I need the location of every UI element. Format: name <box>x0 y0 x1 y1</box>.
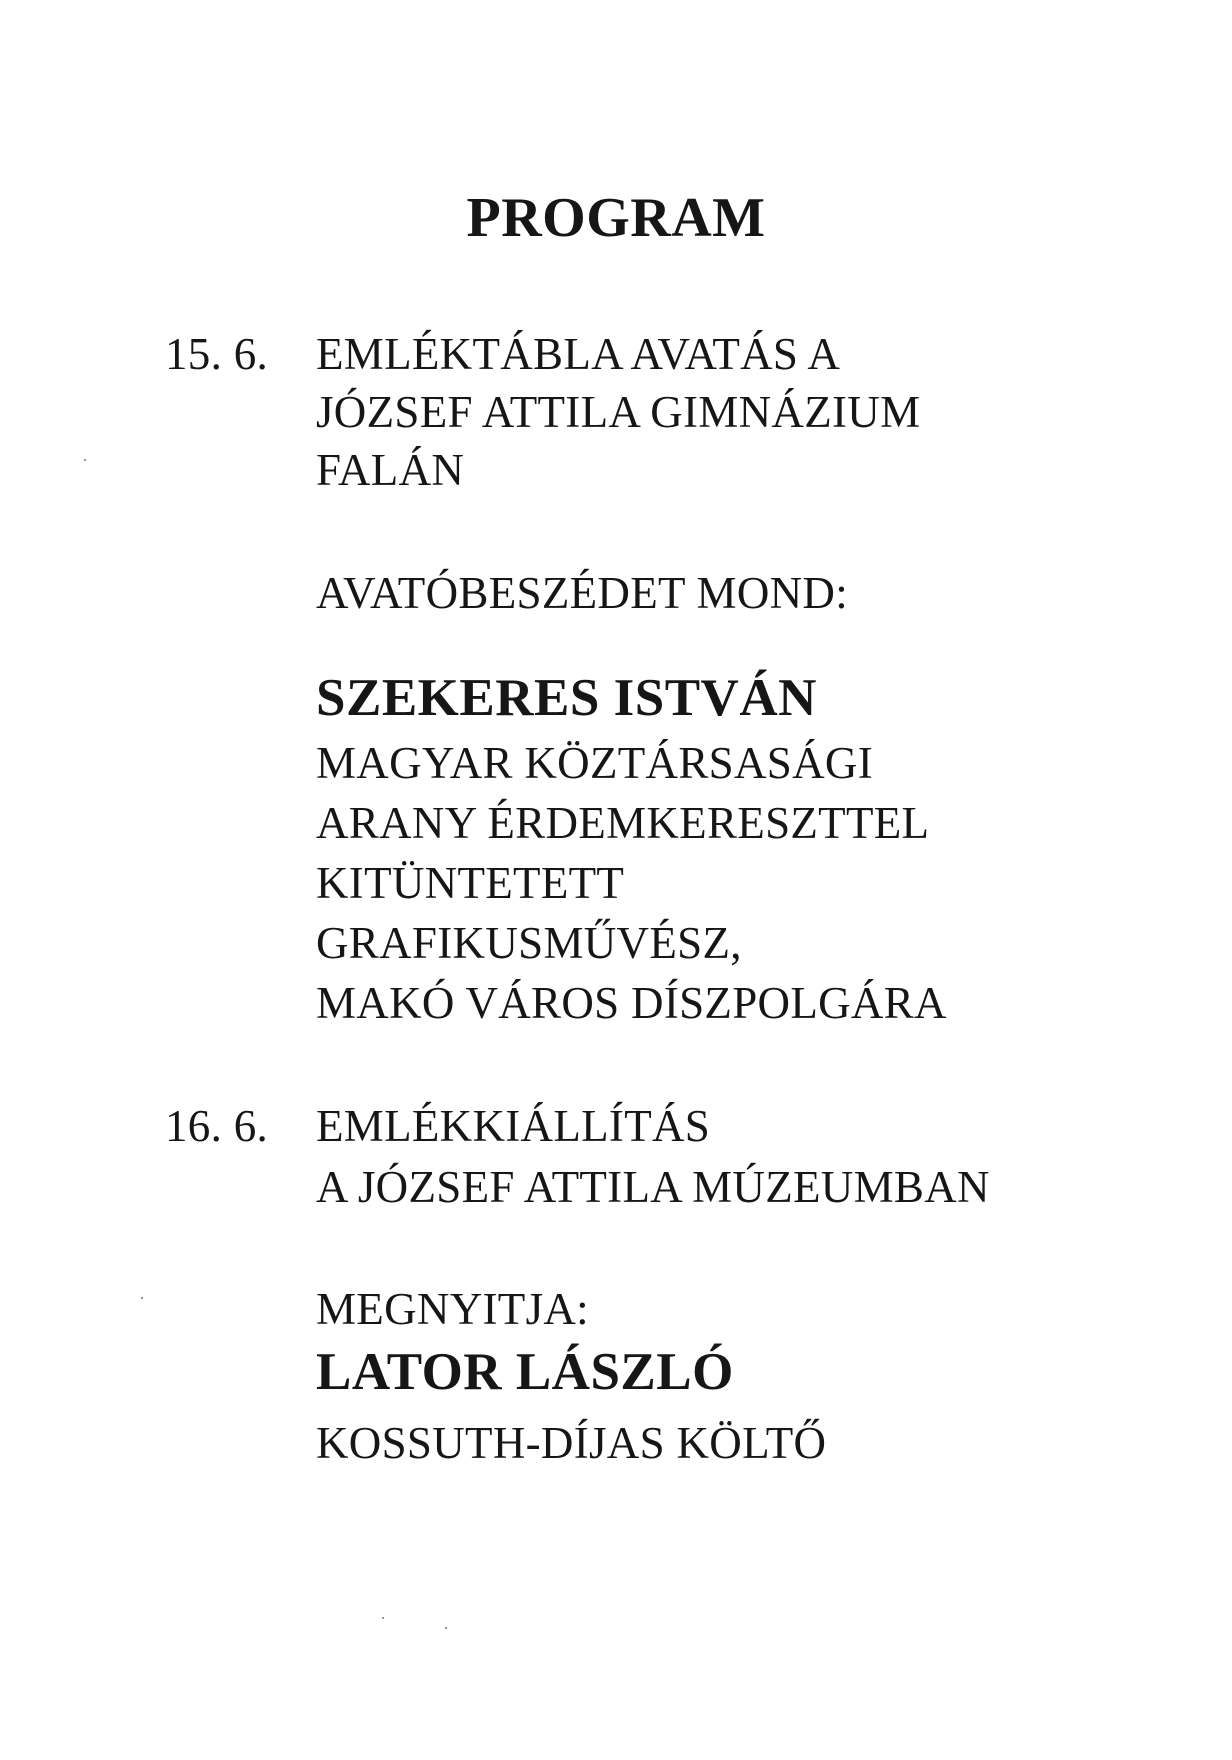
event-2-heading-line-2: A JÓZSEF ATTILA MÚZEUMBAN <box>316 1162 990 1212</box>
scan-speck <box>445 1627 447 1629</box>
event-1-desc-line-2: ARANY ÉRDEMKERESZTTEL <box>316 798 930 848</box>
event-2-role-label: MEGNYITJA: <box>316 1284 589 1334</box>
event-1-person-name: SZEKERES ISTVÁN <box>316 669 817 727</box>
event-2-heading-line-1: EMLÉKKIÁLLÍTÁS <box>316 1101 711 1151</box>
event-1-heading-line-1: EMLÉKTÁBLA AVATÁS A <box>316 329 841 379</box>
event-1-date: 15. 6. <box>165 329 269 379</box>
event-1-desc-line-3: KITÜNTETETT <box>316 858 625 908</box>
scan-speck <box>84 459 86 461</box>
event-1-desc-line-4: GRAFIKUSMŰVÉSZ, <box>316 918 742 968</box>
event-1-desc-line-5: MAKÓ VÁROS DÍSZPOLGÁRA <box>316 978 947 1028</box>
event-2-person-name: LATOR LÁSZLÓ <box>316 1343 734 1401</box>
event-1-heading-line-3: FALÁN <box>316 445 465 495</box>
event-2-date: 16. 6. <box>165 1101 269 1151</box>
scan-speck <box>141 1297 143 1299</box>
event-1-heading-line-2: JÓZSEF ATTILA GIMNÁZIUM <box>316 387 921 437</box>
scan-speck <box>382 1617 384 1619</box>
event-1-role-label: AVATÓBESZÉDET MOND: <box>316 568 849 618</box>
event-1-desc-line-1: MAGYAR KÖZTÁRSASÁGI <box>316 738 873 788</box>
event-2-desc-line-1: KOSSUTH-DÍJAS KÖLTŐ <box>316 1418 827 1468</box>
page-title: PROGRAM <box>466 187 766 249</box>
